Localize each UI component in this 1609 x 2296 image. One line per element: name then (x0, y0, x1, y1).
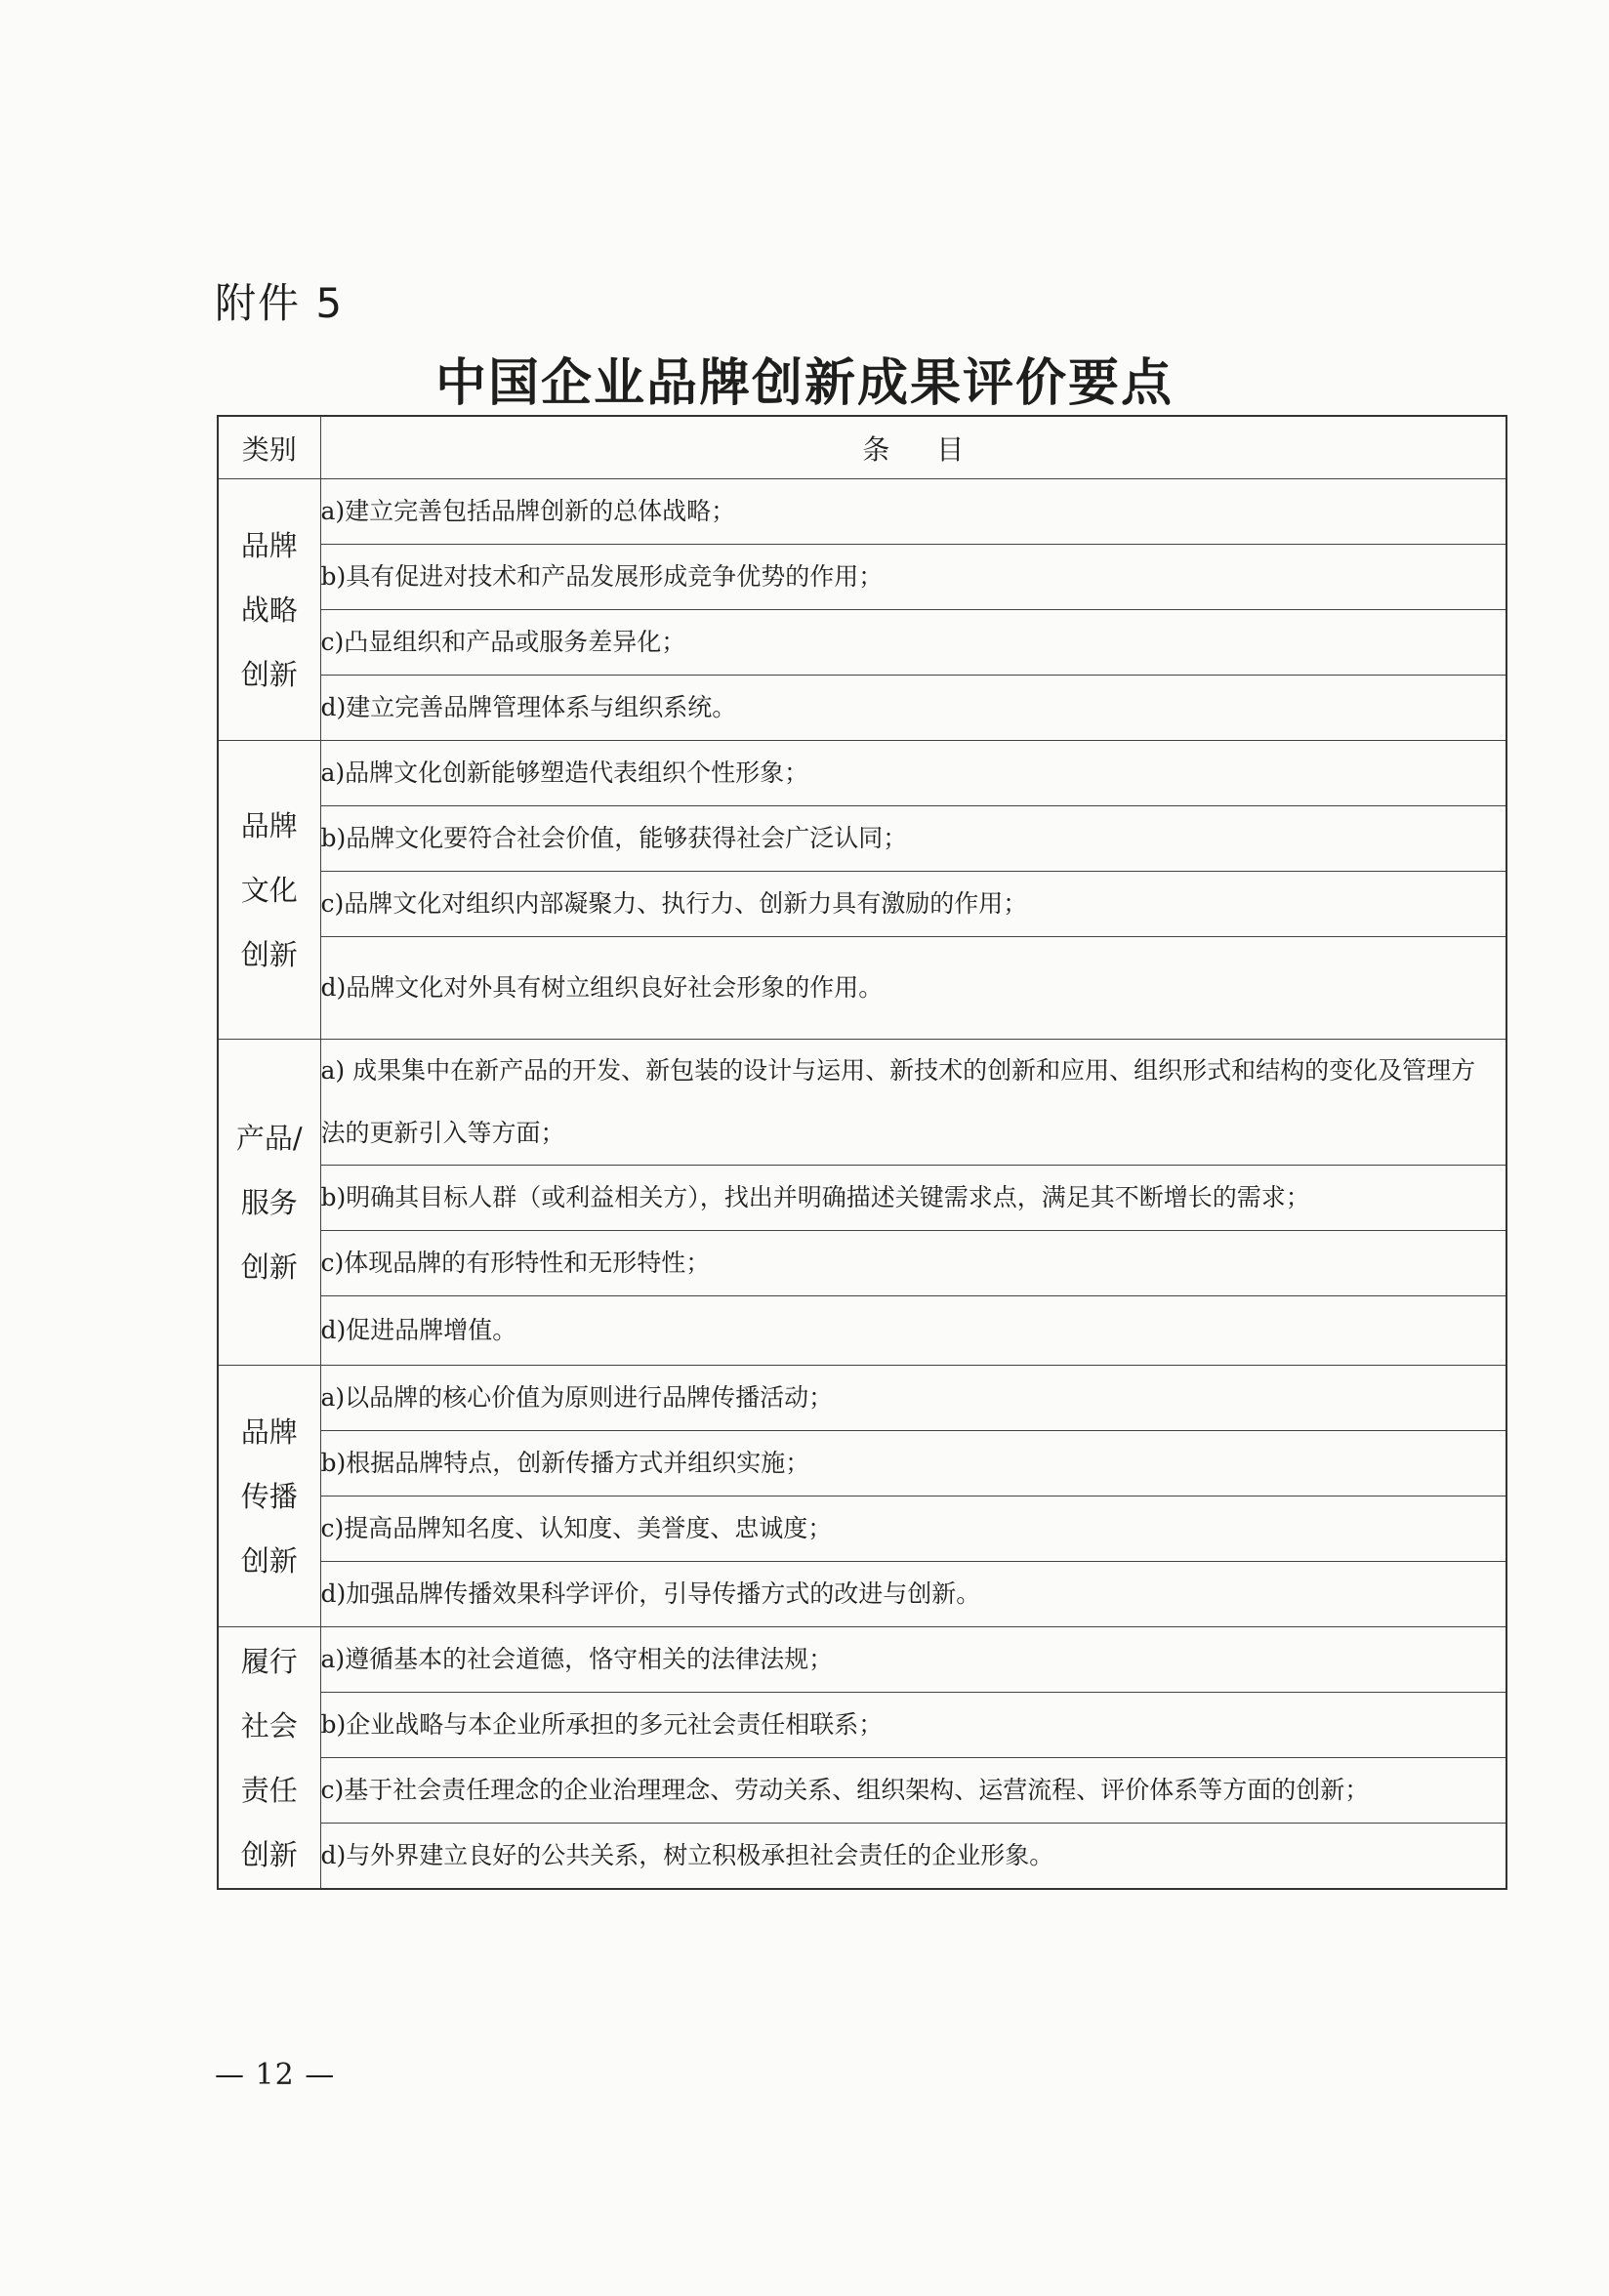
criteria-item: c)凸显组织和产品或服务差异化； (320, 610, 1506, 676)
table-row (218, 1040, 1506, 1166)
criteria-item: b)具有促进对技术和产品发展形成竞争优势的作用； (320, 545, 1506, 610)
category-cell-social-responsibility (218, 1627, 320, 1890)
category-line: 创新 (240, 937, 298, 971)
table-row (218, 741, 1506, 806)
table-row (218, 1824, 1506, 1890)
criteria-item: c)体现品牌的有形特性和无形特性； (320, 1231, 1506, 1296)
category-cell-product-service (218, 1040, 320, 1366)
table-row (218, 676, 1506, 741)
category-cell-brand-communication (218, 1366, 320, 1627)
table-row (218, 1496, 1506, 1562)
table-header-row (218, 416, 1506, 479)
table-row (218, 1627, 1506, 1693)
criteria-item: a)建立完善包括品牌创新的总体战略； (320, 479, 1506, 545)
table-row (218, 1296, 1506, 1366)
category-line: 品牌 (240, 808, 298, 842)
criteria-item: b)明确其目标人群（或利益相关方），找出并明确描述关键需求点，满足其不断增长的需求； (320, 1166, 1506, 1231)
criteria-item: a) 成果集中在新产品的开发、新包装的设计与运用、新技术的创新和应用、组织形式和结构的变化及管理方法的更新引入等方面； (320, 1040, 1506, 1166)
category-line: 品牌 (240, 528, 298, 562)
table-row (218, 872, 1506, 937)
criteria-item: d)促进品牌增值。 (320, 1296, 1506, 1366)
category-line: 品牌 (240, 1414, 298, 1449)
table-row (218, 1562, 1506, 1627)
category-line: 服务 (240, 1185, 298, 1219)
criteria-item: b)根据品牌特点，创新传播方式并组织实施； (320, 1431, 1506, 1496)
category-line: 传播 (240, 1479, 298, 1513)
category-cell-brand-culture (218, 741, 320, 1040)
attachment-label: 附件 5 (215, 279, 345, 327)
table-row (218, 806, 1506, 872)
criteria-item: b)品牌文化要符合社会价值，能够获得社会广泛认同； (320, 806, 1506, 872)
table-row (218, 1758, 1506, 1824)
category-line: 文化 (240, 873, 298, 907)
category-cell-brand-strategy (218, 479, 320, 741)
page-number: — 12 — (215, 2058, 336, 2092)
document-title: 中国企业品牌创新成果评价要点 (434, 353, 1174, 413)
criteria-item: c)基于社会责任理念的企业治理理念、劳动关系、组织架构、运营流程、评价体系等方面的创新； (320, 1758, 1506, 1824)
table-row (218, 1366, 1506, 1431)
criteria-item: d)建立完善品牌管理体系与组织系统。 (320, 676, 1506, 741)
criteria-item: d)与外界建立良好的公共关系，树立积极承担社会责任的企业形象。 (320, 1824, 1506, 1890)
category-line: 社会 (240, 1708, 298, 1742)
criteria-item: a)品牌文化创新能够塑造代表组织个性形象； (320, 741, 1506, 806)
category-line: 产品/ (235, 1121, 303, 1155)
table-row (218, 937, 1506, 1040)
evaluation-criteria-table (217, 415, 1507, 1890)
table-row (218, 1231, 1506, 1296)
table-row (218, 545, 1506, 610)
category-line: 创新 (240, 1250, 298, 1284)
table-row (218, 1431, 1506, 1496)
table-row (218, 479, 1506, 545)
criteria-item: a)遵循基本的社会道德，恪守相关的法律法规； (320, 1627, 1506, 1693)
category-line: 责任 (240, 1773, 298, 1807)
header-category: 类别 (218, 416, 320, 479)
category-line: 创新 (240, 657, 298, 691)
category-line: 创新 (240, 1837, 298, 1871)
criteria-item: d)加强品牌传播效果科学评价，引导传播方式的改进与创新。 (320, 1562, 1506, 1627)
criteria-item: c)品牌文化对组织内部凝聚力、执行力、创新力具有激励的作用； (320, 872, 1506, 937)
table-row (218, 1166, 1506, 1231)
criteria-item: a)以品牌的核心价值为原则进行品牌传播活动； (320, 1366, 1506, 1431)
category-line: 战略 (240, 593, 298, 627)
category-line: 履行 (240, 1644, 298, 1678)
table-row (218, 610, 1506, 676)
criteria-item: b)企业战略与本企业所承担的多元社会责任相联系； (320, 1693, 1506, 1758)
criteria-item: c)提高品牌知名度、认知度、美誉度、忠诚度； (320, 1496, 1506, 1562)
table-row (218, 1693, 1506, 1758)
criteria-item: d)品牌文化对外具有树立组织良好社会形象的作用。 (320, 937, 1506, 1040)
header-items: 条目 (320, 416, 1506, 479)
category-line: 创新 (240, 1543, 298, 1578)
